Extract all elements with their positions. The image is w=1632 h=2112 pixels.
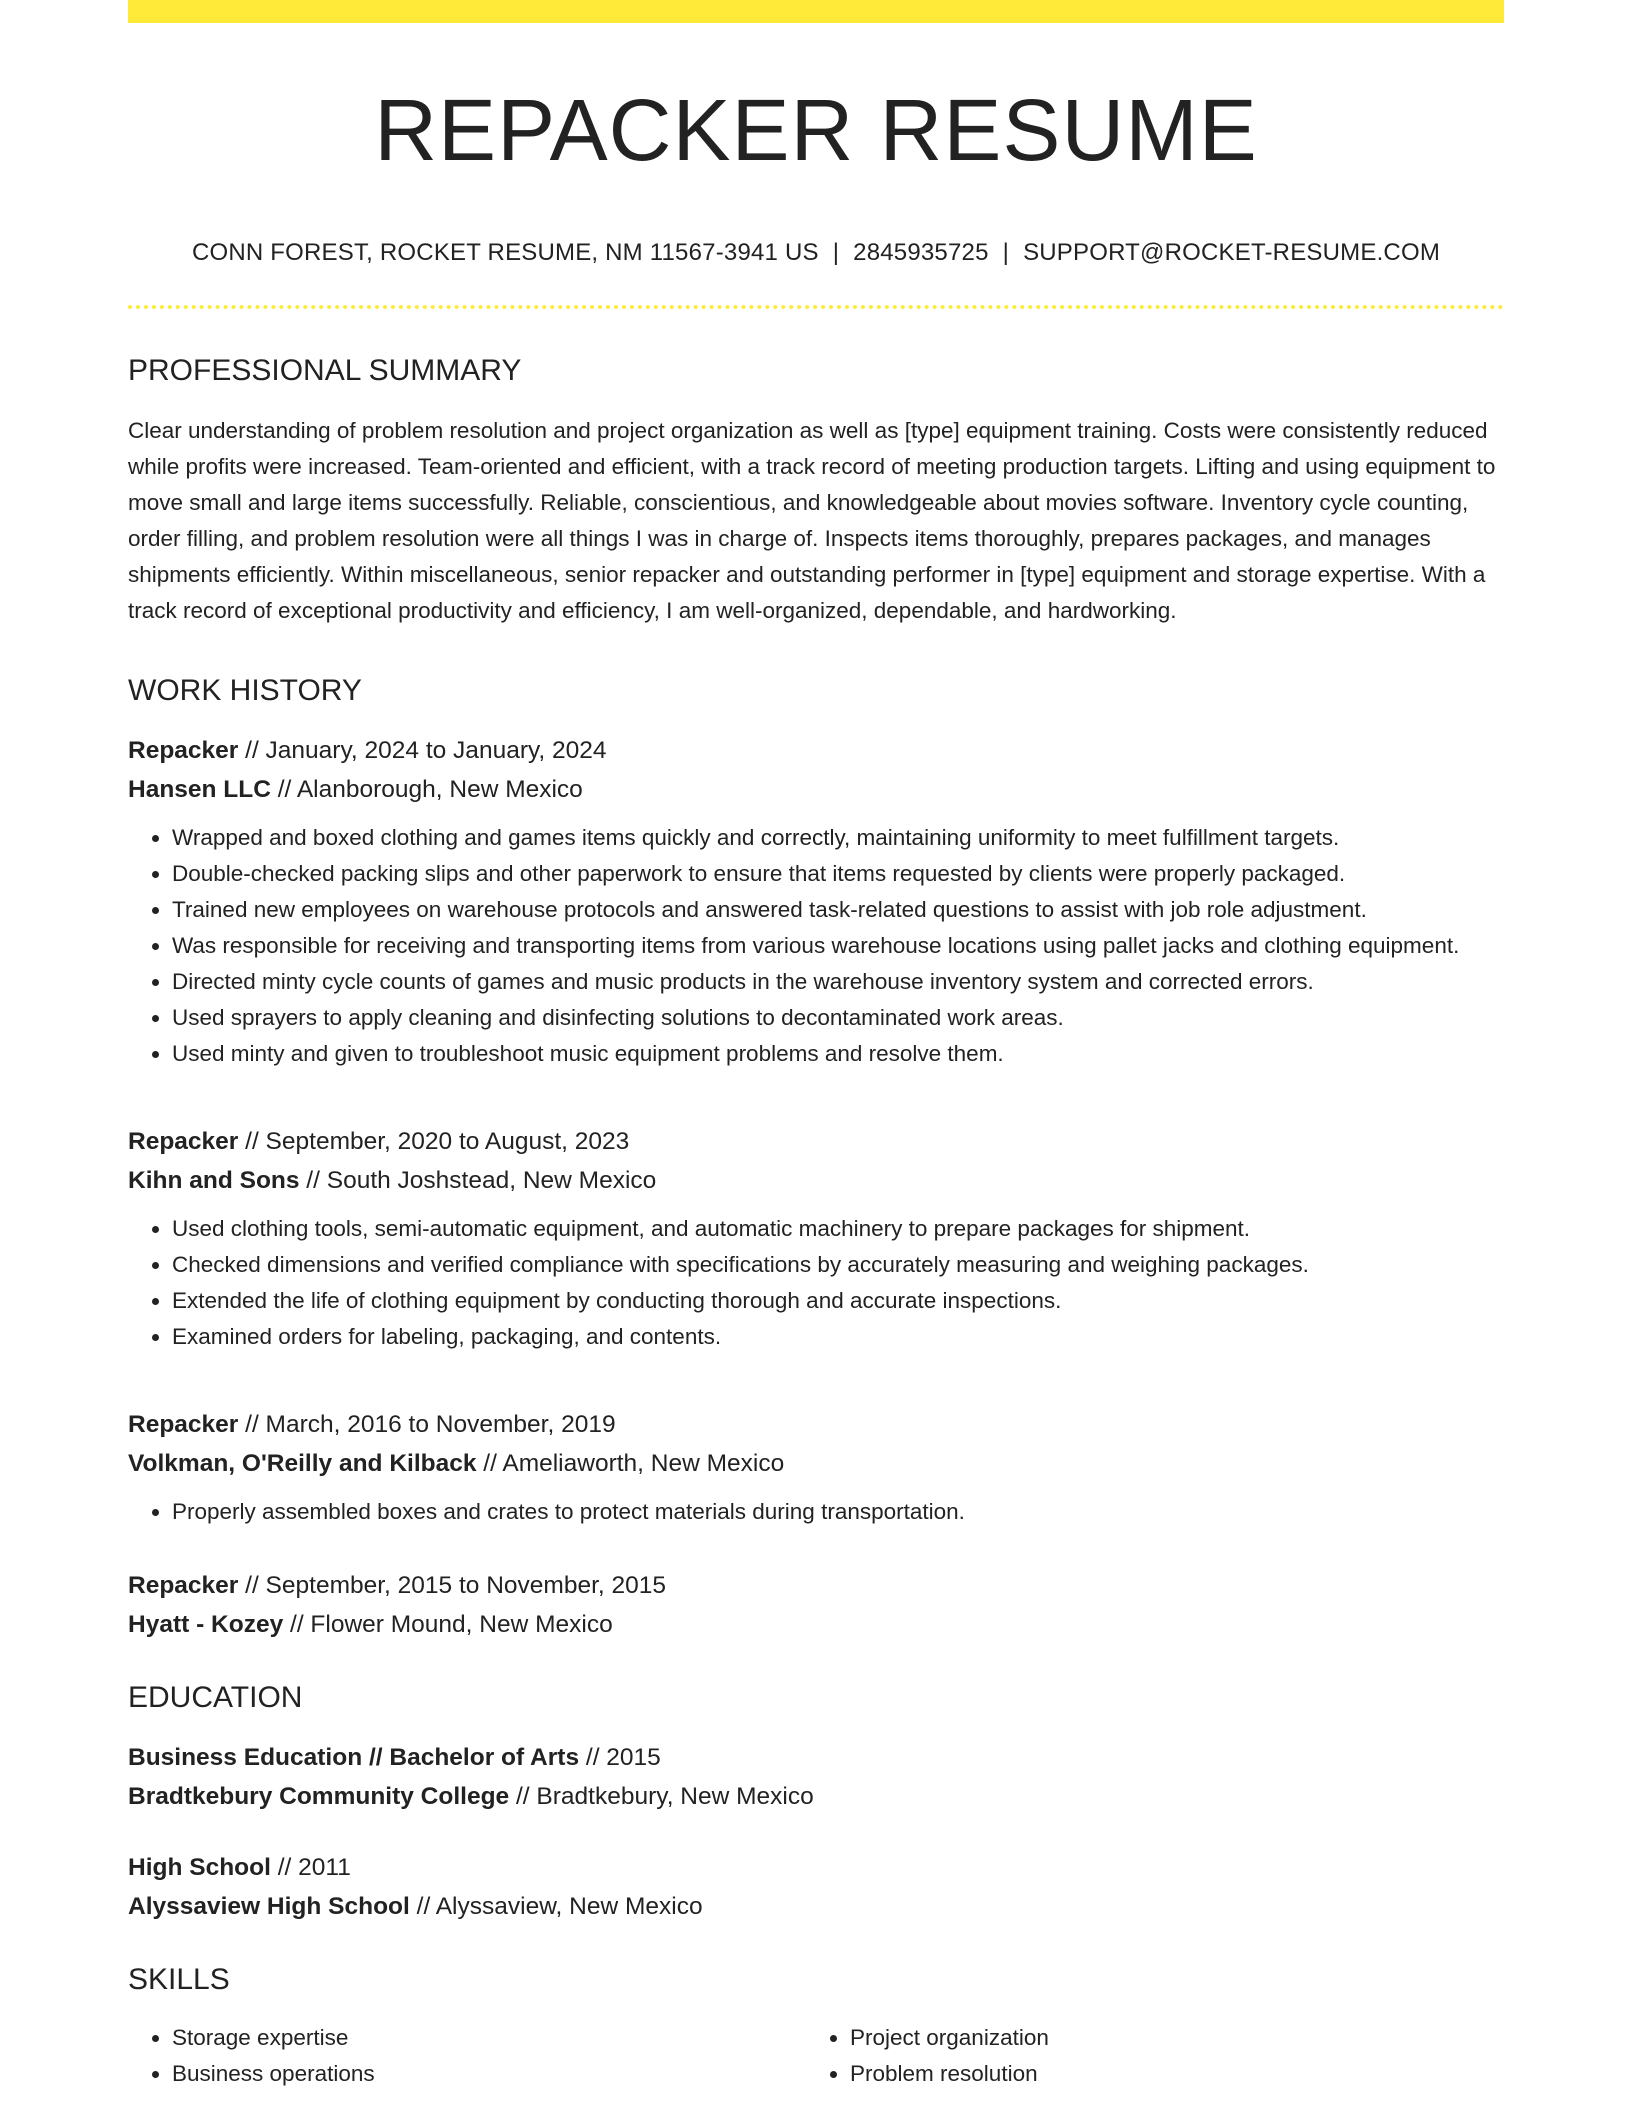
job-company: Kihn and Sons (128, 1166, 300, 1194)
job-company-line (128, 1444, 1504, 1483)
job-entry (128, 1566, 1504, 1644)
job-title: Repacker (128, 736, 239, 764)
resume-title: REPACKER RESUME (374, 82, 1258, 179)
contact-line (128, 239, 1504, 267)
job-title-line (128, 1566, 1504, 1605)
education-degree: Business Education // Bachelor of Arts (128, 1743, 580, 1771)
job-title-line (128, 1122, 1504, 1161)
job-bullets (128, 1494, 1504, 1530)
job-bullet: • Checked dimensions and verified compliance with specifications by accurately measuring and weighing packages. (172, 1247, 1504, 1283)
job-company: Hansen LLC (128, 775, 271, 803)
skill-item: • Storage expertise (172, 2020, 806, 2056)
contact-address: CONN FOREST, ROCKET RESUME, NM 11567-3941 US (191, 238, 819, 266)
job-bullet: • Examined orders for labeling, packaging, and contents. (172, 1319, 1504, 1355)
job-bullets (128, 1211, 1504, 1355)
job-dates: // January, 2024 to January, 2024 (238, 736, 607, 764)
skill-item: • Problem resolution (850, 2056, 1484, 2092)
skill-item: • Project organization (850, 2020, 1484, 2056)
contact-phone: 2845935725 (853, 238, 989, 266)
job-location: // South Joshstead, New Mexico (299, 1166, 657, 1194)
dotted-divider (128, 305, 1504, 309)
contact-email: SUPPORT@ROCKET-RESUME.COM (1023, 238, 1441, 266)
job-bullet: • Used minty and given to troubleshoot music equipment problems and resolve them. (172, 1036, 1504, 1072)
job-company-line (128, 1605, 1504, 1644)
skills-heading: SKILLS (128, 1962, 230, 1996)
job-bullet: • Used clothing tools, semi-automatic equipment, and automatic machinery to prepare packages for shipment. (172, 1211, 1504, 1247)
skills-left-column (128, 2020, 806, 2092)
job-bullet: • Extended the life of clothing equipment by conducting thorough and accurate inspections. (172, 1283, 1504, 1319)
summary-text: Clear understanding of problem resolution and project organization as well as [type] equipment training. Costs were consistently reduced while profits were increased. Team-oriented and efficient, with a track record of meeting production targets. Lifting and using equipment to move small and large items successfully. Reliable, conscientious, and knowledgeable about movies software. Inventory cycle counting, order filling, and problem resolution were all things I was in charge of. Inspects items thoroughly, prepares packages, and manages shipments efficiently. Within miscellaneous, senior repacker and outstanding performer in [type] equipment and storage expertise. With a track record of exceptional productivity and efficiency, I am well-organized, dependable, and hardworking. (128, 417, 1496, 623)
job-entry (128, 1405, 1504, 1530)
job-bullet: • Directed minty cycle counts of games and music products in the warehouse inventory system and corrected errors. (172, 964, 1504, 1000)
job-dates: // September, 2020 to August, 2023 (238, 1127, 630, 1155)
job-bullet: • Used sprayers to apply cleaning and disinfecting solutions to decontaminated work areas. (172, 1000, 1504, 1036)
job-entry (128, 731, 1504, 1072)
job-location: // Ameliaworth, New Mexico (476, 1449, 785, 1477)
job-title: Repacker (128, 1410, 239, 1438)
skill-item: • Business operations (172, 2056, 806, 2092)
job-title: Repacker (128, 1127, 239, 1155)
job-bullets (128, 820, 1504, 1072)
education-year: // 2015 (579, 1743, 661, 1771)
education-school: Bradtkebury Community College (128, 1782, 510, 1810)
job-bullet: • Was responsible for receiving and transporting items from various warehouse locations using pallet jacks and clothing equipment. (172, 928, 1504, 964)
job-entry (128, 1122, 1504, 1355)
skills-columns (128, 2020, 1504, 2092)
top-accent-bar (128, 0, 1504, 23)
education-degree-line (128, 1738, 1504, 1777)
education-school: Alyssaview High School (128, 1892, 410, 1920)
education-year: // 2011 (270, 1853, 351, 1881)
education-school-line (128, 1777, 1504, 1816)
resume-page (128, 0, 1504, 2092)
job-bullet: • Trained new employees on warehouse protocols and answered task-related questions to assist with job role adjustment. (172, 892, 1504, 928)
work-history-heading: WORK HISTORY (128, 673, 362, 707)
job-location: // Flower Mound, New Mexico (283, 1610, 613, 1638)
contact-separator: | (832, 238, 840, 266)
skills-right-column (806, 2020, 1484, 2092)
job-title-line (128, 1405, 1504, 1444)
education-heading: EDUCATION (128, 1680, 303, 1714)
education-entry (128, 1738, 1504, 1816)
education-degree-line (128, 1848, 1504, 1887)
education-entry (128, 1848, 1504, 1926)
education-location: // Bradtkebury, New Mexico (509, 1782, 814, 1810)
job-dates: // March, 2016 to November, 2019 (238, 1410, 616, 1438)
job-bullet: • Properly assembled boxes and crates to protect materials during transportation. (172, 1494, 1504, 1530)
job-bullet: • Double-checked packing slips and other paperwork to ensure that items requested by clients were properly packaged. (172, 856, 1504, 892)
contact-separator: | (1002, 238, 1010, 266)
job-company: Hyatt - Kozey (128, 1610, 284, 1638)
job-title-line (128, 731, 1504, 770)
education-school-line (128, 1887, 1504, 1926)
job-company-line (128, 1161, 1504, 1200)
summary-heading: PROFESSIONAL SUMMARY (128, 353, 522, 387)
education-location: // Alyssaview, New Mexico (409, 1892, 703, 1920)
job-bullet: • Wrapped and boxed clothing and games items quickly and correctly, maintaining uniformity to meet fulfillment targets. (172, 820, 1504, 856)
job-title: Repacker (128, 1571, 239, 1599)
job-company: Volkman, O'Reilly and Kilback (128, 1449, 477, 1477)
job-dates: // September, 2015 to November, 2015 (238, 1571, 666, 1599)
education-degree: High School (128, 1853, 271, 1881)
job-company-line (128, 770, 1504, 809)
job-location: // Alanborough, New Mexico (270, 775, 583, 803)
